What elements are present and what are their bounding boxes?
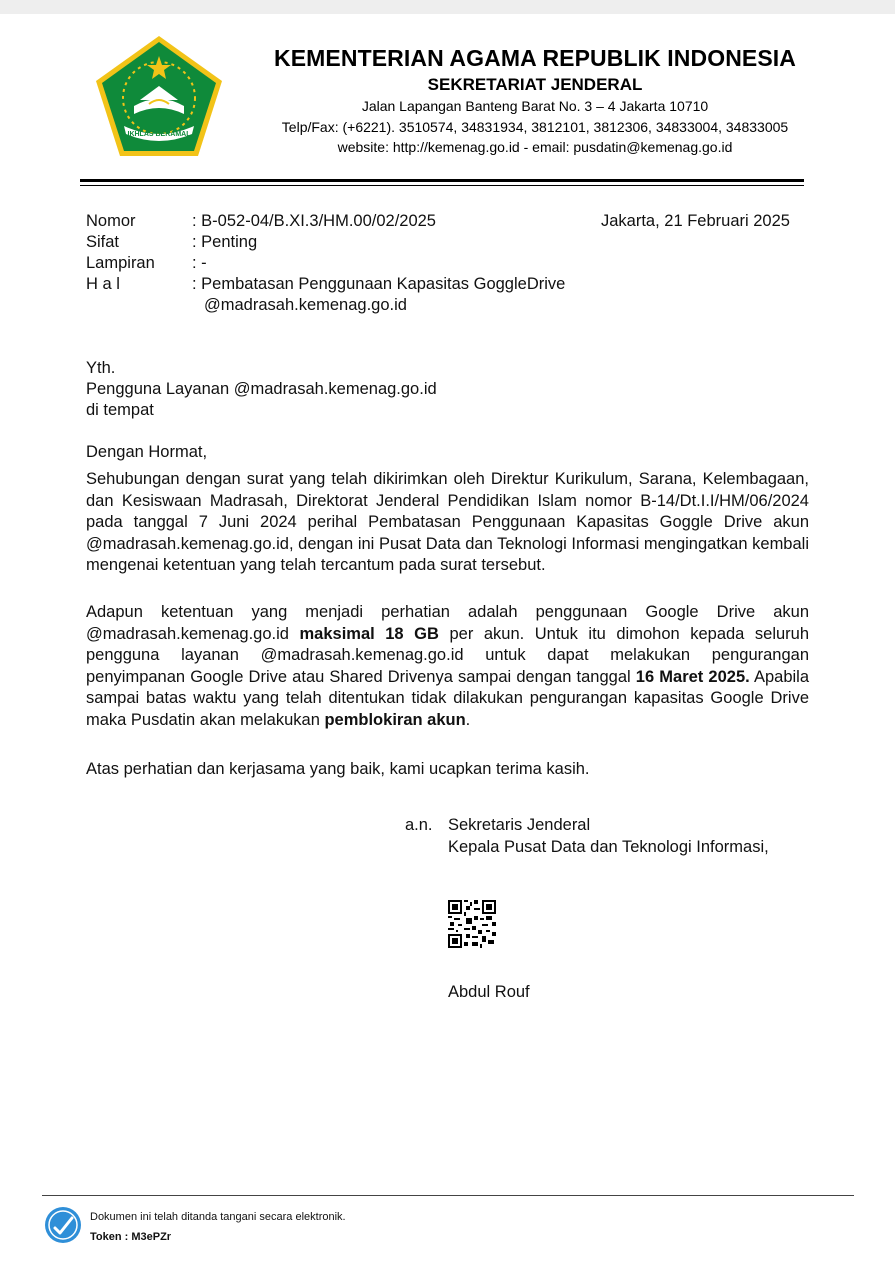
yth: Yth. (86, 359, 116, 377)
signer-title-1: Sekretaris Jenderal (448, 816, 591, 834)
header-rule-thin (80, 185, 804, 186)
footer-token: Token : M3ePZr (90, 1231, 172, 1243)
web-line: website: http://kemenag.go.id - email: pusdatin@kemenag.go.id (337, 139, 733, 155)
lampiran-label: Lampiran (86, 254, 155, 272)
hal-value: : Pembatasan Penggunaan Kapasitas GoggleDrive (192, 275, 566, 293)
hal-value-cont: @madrasah.kemenag.go.id (204, 296, 407, 314)
recipient-place: di tempat (86, 401, 154, 419)
phone-line: Telp/Fax: (+6221). 3510574, 34831934, 3812101, 3812306, 34833004, 34833005 (281, 119, 789, 135)
footer-note: Dokumen ini telah ditanda tangani secara elektronik. (90, 1211, 346, 1223)
bold-deadline: 16 Maret 2025. (635, 667, 750, 686)
qr-code-icon (448, 900, 496, 948)
closing: Atas perhatian dan kerjasama yang baik, kami ucapkan terima kasih. (86, 760, 590, 778)
bold-limit: maksimal 18 GB (299, 624, 439, 643)
paragraph-2: Adapun ketentuan yang menjadi perhatian adalah penggunaan Google Drive akun @madrasah.kemenag.go.id maksimal 18 GB per akun. Untuk itu dimohon kepada seluruh pengguna layanan @madrasah.kemenag.go.id untuk dapat melakukan pengurangan penyimpanan Google Drive atau Shared Drivenya sampai dengan tanggal 16 Maret 2025. Apabila sampai batas waktu yang telah ditentukan tidak dilakukan pengurangan kapasitas Google Drive maka Pusdatin akan melakukan pemblokiran akun. (86, 603, 810, 729)
recipient-name: Pengguna Layanan @madrasah.kemenag.go.id (86, 380, 437, 398)
top-bar (0, 0, 895, 14)
bold-block: pemblokiran akun (324, 710, 466, 729)
footer-rule (42, 1195, 854, 1196)
nomor-label: Nomor (86, 212, 136, 230)
header-rule-thick (80, 179, 804, 182)
hal-label: H a l (86, 275, 120, 293)
signer-title-2: Kepala Pusat Data dan Teknologi Informasi, (448, 838, 769, 856)
ministry-name: KEMENTERIAN AGAMA REPUBLIK INDONESIA (274, 45, 796, 71)
unit-name: SEKRETARIAT JENDERAL (427, 75, 643, 94)
sifat-value: : Penting (192, 233, 258, 251)
lampiran-value: : - (192, 254, 207, 272)
paragraph-1: Sehubungan dengan surat yang telah dikirimkan oleh Direktur Kurikulum, Sarana, Kelembagaan, dan Kesiswaan Madrasah, Direktorat Jenderal Pendidikan Islam nomor B-14/Dt.I.I/HM/06/2024 pada tanggal 7 Juni 2024 perihal Pembatasan Penggunaan Kapasitas Goggle Drive akun @madrasah.kemenag.go.id, dengan ini Pusat Data dan Teknologi Informasi mengingatkan kembali mengenai ketentuan yang telah tercantum pada surat tersebut. (86, 470, 809, 574)
nomor-value: : B-052-04/B.XI.3/HM.00/02/2025 (192, 212, 436, 230)
svg-text:IKHLAS BERAMAL: IKHLAS BERAMAL (127, 131, 191, 138)
place-date: Jakarta, 21 Februari 2025 (601, 212, 790, 230)
an-label: a.n. (405, 816, 433, 834)
kemenag-logo (94, 34, 224, 158)
e-signature-seal-icon (44, 1206, 82, 1244)
signer-name: Abdul Rouf (448, 983, 530, 1001)
sifat-label: Sifat (86, 233, 120, 251)
greeting: Dengan Hormat, (86, 443, 208, 461)
address-line: Jalan Lapangan Banteng Barat No. 3 – 4 Jakarta 10710 (361, 98, 709, 114)
